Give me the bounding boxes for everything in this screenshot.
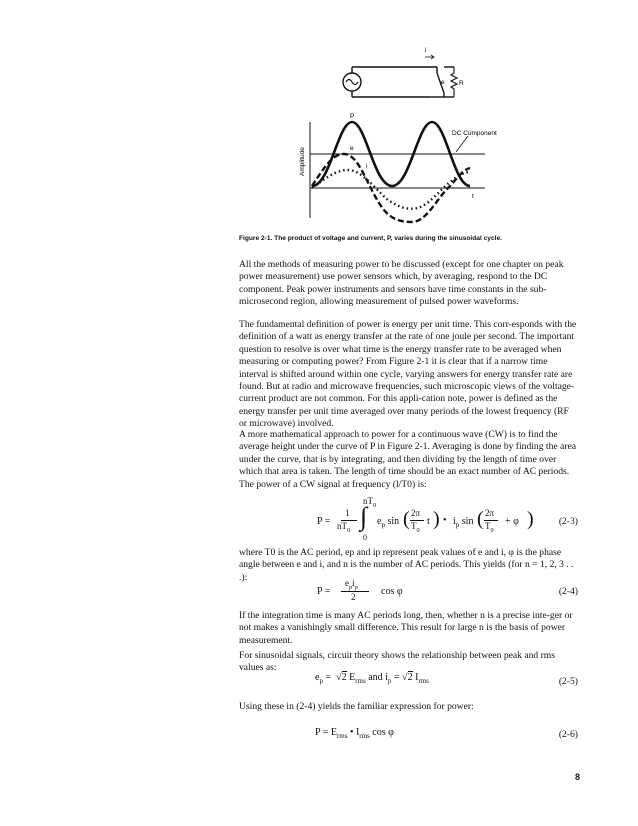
label-dc-component: DC Component [452, 130, 497, 137]
equation-2-4: P = $e_pi_p$ 2 cos φ [317, 578, 403, 602]
label-r: R [459, 80, 464, 87]
paragraph-5: If the integration time is many AC periods long, then, whether n is a precise inte-ger or not makes a vanishingly small difference. This result for large n is the basis of power measurement. [239, 610, 573, 646]
label-t: t [472, 193, 474, 200]
paragraph-1: All the methods of measuring power to be discussed (except for one chapter on peak power measurement) use power sensors which, by averaging, respond to the DC component. Peak power instruments and sensors have time constants in the sub-microsecond region, allowing measurement of pulsed power waveforms. [239, 259, 564, 308]
equation-number-2-4: (2-4) [558, 586, 578, 597]
label-i-wave: i [366, 163, 368, 170]
paragraph-4: where T0 is the AC period, ep and ip represent peak values of e and i, φ is the phase angle between e and i, and n is the number of AC periods. This yields (for n = 1, 2, 3 . . .): [239, 547, 574, 583]
current-wave [312, 170, 470, 209]
label-i-top: i [425, 47, 427, 54]
paragraph-2: The fundamental definition of power is energy per unit time. This corr-esponds with the definition of a watt as energy transfer at the rate of one joule per second. The important question to resolve is over what time is the energy transfer rate to be averaged when measuring or computing power? From Figure 2-1 it is clear that if a narrow time interval is shifted around within one cycle, varying answers for energy transfer rate are found. But at radio and microwave frequencies, such microscopic views of the voltage-current product are not common. For this appli-cation note, power is defined as the energy transfer per unit time averaged over many periods of the lowest frequency (RF or microwave) involved. [239, 319, 577, 430]
equation-number-2-6: (2-6) [558, 729, 578, 740]
figure-2-1 [290, 40, 520, 230]
page-number: 8 [575, 772, 581, 782]
dc-component-pointer [456, 136, 468, 152]
figure-caption: Figure 2-1. The product of voltage and current, P, varies during the sinusoidal cycle. [239, 235, 502, 242]
equation-2-5: $e_p = √2$ $E_{rms}$ and $i_p = √2$ $I_{rms}$ [315, 672, 429, 685]
label-e-circuit: e [441, 79, 445, 86]
equation-number-2-5: (2-5) [558, 676, 578, 687]
label-e-wave: e [350, 145, 354, 152]
circuit-diagram [343, 55, 457, 97]
label-p: P [350, 113, 355, 120]
axis-label-amplitude: Amplitude [299, 147, 306, 176]
paragraph-3: A more mathematical approach to power for a continuous wave (CW) is to find the average height under the curve of P in Figure 2-1. Averaging is done by finding the area under the curve, that is by integrating, and then dividing by the length of time over which that area is taken. The length of time should be an exact number of AC periods. The power of a CW signal at frequency (l/T0) is: [239, 429, 577, 490]
paragraph-6: For sinusoidal signals, circuit theory shows the relationship between peak and rms values as: [239, 650, 555, 674]
equation-number-2-3: (2-3) [558, 516, 578, 527]
equation-2-6: $P = E_{rms}$ • $I_{rms}$ cos φ [315, 727, 394, 740]
paragraph-7: Using these in (2-4) yields the familiar expression for power: [239, 701, 474, 712]
equation-2-3: P = 1 $nT_0$ ∫ $nT_0$ 0 $e_p$ sin ( 2π $T_0$ t ) • $i_p$ sin ( 2π $T_0$ + φ ) [317, 496, 534, 542]
